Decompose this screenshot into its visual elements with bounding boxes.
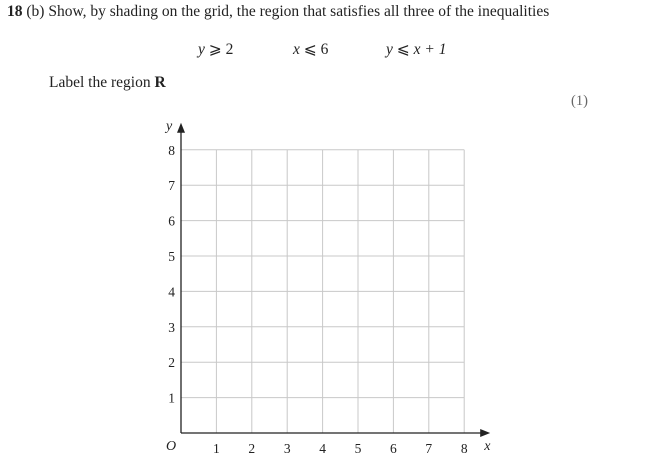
x-tick-label: 7	[425, 441, 433, 456]
tick-labels	[168, 143, 468, 456]
inequality-1-rhs: 2	[225, 41, 234, 58]
y-tick-label: 3	[168, 319, 175, 335]
x-tick-label: 4	[319, 441, 326, 456]
inequality-3-rhs: x + 1	[413, 41, 447, 58]
y-axis-arrow-icon	[177, 123, 185, 133]
y-tick-label: 8	[168, 142, 175, 158]
inequality-3-lhs: y	[386, 41, 393, 58]
y-tick-label: 6	[168, 213, 175, 229]
origin-label: O	[166, 439, 177, 454]
question-text: Show, by shading on the grid, the region that satisfies all three of the inequalities	[48, 3, 550, 20]
inequality-2-op: ⩽	[303, 41, 317, 58]
marks-indicator: (1)	[571, 93, 588, 109]
y-tick-label: 1	[168, 390, 175, 406]
x-tick-label: 1	[213, 441, 220, 456]
x-axis-arrow-icon	[480, 429, 490, 437]
label-instruction-prefix: Label the region	[49, 74, 151, 91]
y-tick-label: 5	[168, 249, 175, 264]
grid-lines	[181, 150, 464, 433]
region-letter: R	[154, 74, 166, 91]
y-axis-label: y	[166, 118, 173, 134]
inequality-2-rhs: 6	[320, 41, 329, 58]
y-tick-label: 7	[168, 178, 175, 194]
inequality-3-op: ⩽	[396, 41, 410, 58]
y-tick-label: 2	[168, 355, 175, 371]
x-tick-label: 2	[248, 441, 256, 456]
x-tick-label: 8	[460, 441, 468, 456]
inequality-2-lhs: x	[293, 41, 300, 58]
question-number: 18	[7, 3, 23, 20]
x-tick-label: 3	[283, 441, 291, 456]
inequality-1-op: ⩾	[208, 41, 222, 58]
inequality-1-lhs: y	[198, 41, 205, 58]
question-part: (b)	[26, 3, 45, 20]
x-tick-label: 6	[390, 441, 397, 456]
axes	[177, 123, 490, 437]
x-tick-label: 5	[354, 441, 362, 456]
y-tick-label: 4	[168, 284, 175, 300]
x-axis-label: x	[484, 439, 491, 454]
